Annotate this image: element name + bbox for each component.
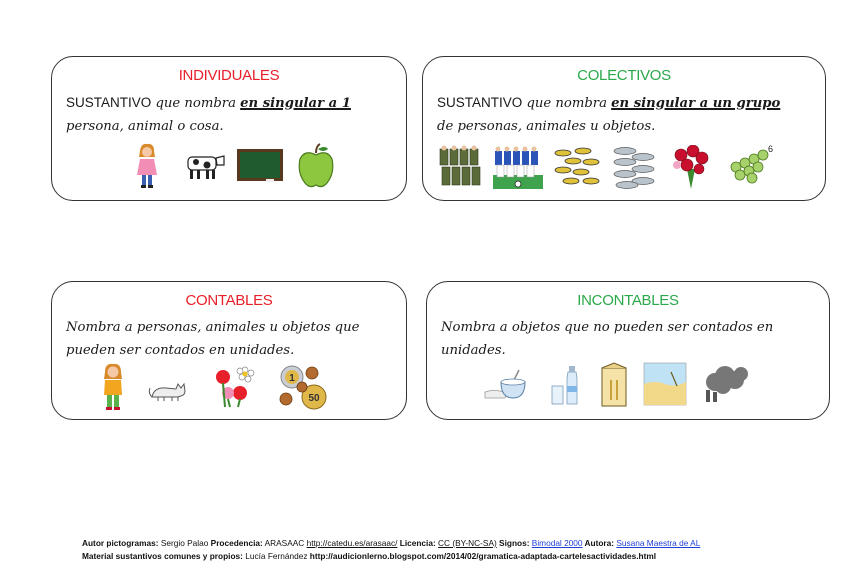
- credits-line-1: [82, 537, 802, 550]
- author-2-link[interactable]: Susana Maestra de AL: [616, 538, 701, 548]
- sugar-icon: [483, 362, 527, 404]
- definition-text-2: persona, animal o cosa.: [66, 119, 224, 134]
- author-name: Sergio Palao: [158, 538, 211, 548]
- definition-text: que nombra: [522, 96, 612, 111]
- apple-icon: [297, 143, 335, 189]
- swarm-icon: [553, 145, 601, 187]
- team-icon: [493, 145, 543, 189]
- army-icon: [438, 145, 484, 189]
- definition-underlined: en singular a 1: [240, 96, 351, 111]
- girl-icon: [134, 143, 160, 189]
- material-author: Lucía Fernández: [242, 551, 310, 561]
- school-of-fish-icon: [611, 145, 659, 189]
- definition-text: que nombra: [151, 96, 241, 111]
- signs-link[interactable]: Bimodal 2000: [531, 538, 583, 548]
- label-signs: Signos:: [496, 538, 530, 548]
- definition-underlined: en singular a un grupo: [611, 96, 781, 111]
- definition-line-2: unidades.: [441, 343, 506, 358]
- coin-value-1: 1: [289, 373, 295, 384]
- chalkboard-icon: [236, 148, 284, 184]
- source-link[interactable]: http://catedu.es/arasaac/: [306, 538, 398, 548]
- label-author: Autor pictogramas:: [82, 538, 159, 548]
- definition: [66, 91, 396, 138]
- credits-line-2: [82, 550, 802, 563]
- card-title: INCONTABLES: [577, 292, 679, 309]
- card-title: COLECTIVOS: [577, 67, 671, 84]
- definition-line-2: pueden ser contados en unidades.: [66, 343, 295, 358]
- definition-caps: SUSTANTIVO: [66, 95, 152, 110]
- bouquet-icon: [671, 145, 711, 191]
- sand-icon: [643, 362, 687, 406]
- card-colectivos: [422, 56, 826, 201]
- water-icon: [550, 362, 580, 406]
- license-link[interactable]: CC (BY-NC-SA): [438, 538, 497, 548]
- flour-icon: [599, 362, 629, 408]
- definition: [437, 91, 815, 138]
- cat-icon: [148, 379, 188, 403]
- grapes-count: 6: [768, 145, 774, 154]
- source-name: ARASAAC: [262, 538, 307, 548]
- card-title: CONTABLES: [185, 292, 273, 309]
- coin-value-50: 50: [308, 393, 320, 404]
- definition-text-2: de personas, animales u objetos.: [437, 119, 656, 134]
- coins-icon: [278, 363, 330, 411]
- flowers-icon: [212, 363, 258, 409]
- card-contables: [51, 281, 407, 420]
- cow-icon: [180, 151, 226, 181]
- definition: [441, 316, 819, 362]
- girl-icon: [100, 363, 126, 411]
- label-author-2: Autora:: [582, 538, 615, 548]
- grapes-icon: [728, 145, 776, 185]
- definition-line-1: Nombra a objetos que no pueden ser contados en: [441, 320, 774, 335]
- smoke-icon: [701, 362, 749, 404]
- credits-footer: [82, 537, 802, 563]
- definition-line-1: Nombra a personas, animales u objetos que: [66, 320, 360, 335]
- label-material: Material sustantivos comunes y propios:: [82, 551, 243, 561]
- definition: [66, 316, 396, 362]
- material-link[interactable]: http://audicionlerno.blogspot.com/2014/02/gramatica-adaptada-cartelesactividades.html: [309, 551, 657, 561]
- card-title: INDIVIDUALES: [178, 67, 280, 84]
- definition-caps: SUSTANTIVO: [437, 95, 523, 110]
- label-license: Licencia:: [397, 538, 436, 548]
- card-incontables: [426, 281, 830, 420]
- label-source: Procedencia:: [210, 538, 263, 548]
- card-individuales: [51, 56, 407, 201]
